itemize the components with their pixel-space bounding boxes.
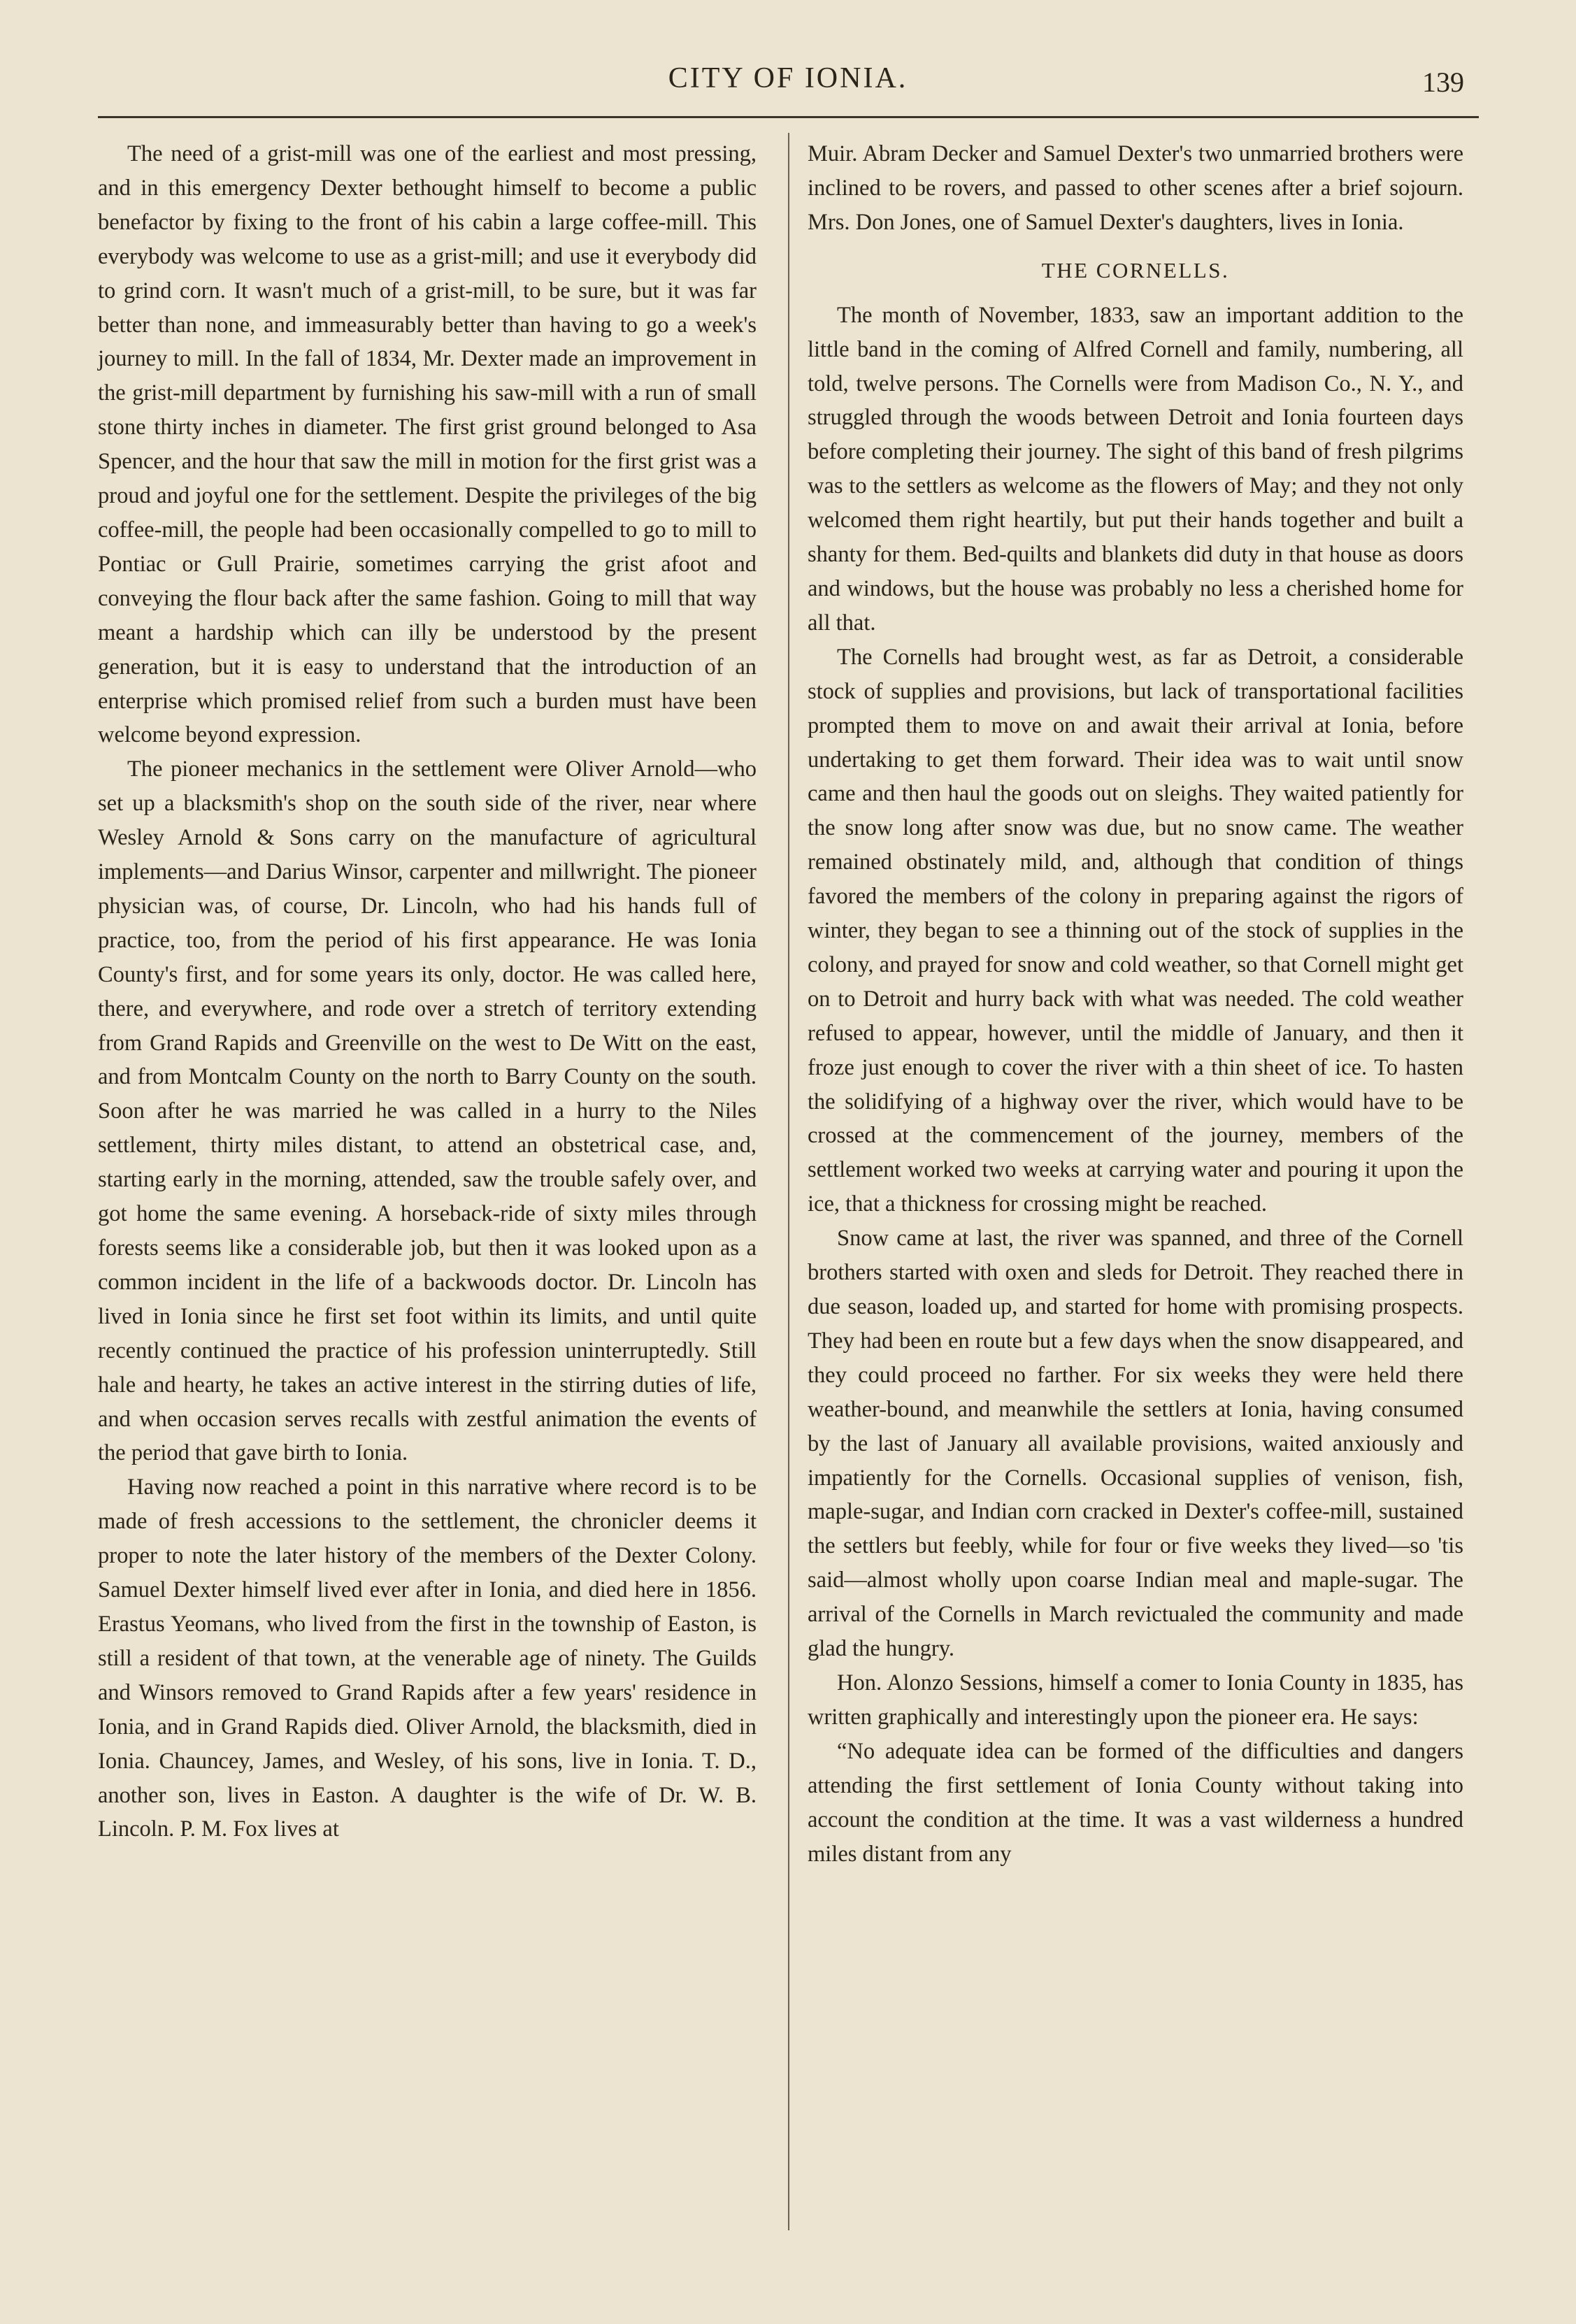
paragraph-quotation: “No adequate idea can be formed of the difficulties and dangers attending the first settlement of Ionia County without taking into account the condition at the time. It was a vast wilderness a hundred miles distant from any — [808, 1738, 1463, 1867]
page-number: 139 — [1422, 66, 1464, 98]
column-divider — [788, 133, 789, 2230]
right-column — [808, 137, 1463, 1871]
paragraph-grist-mill: The need of a grist-mill was one of the earliest and most pressing, and in this emergency Dexter bethought himself to become a public benefactor by fixing to the front of his cabin a large coffee-mill. This everybody was welcome to use as a grist-mill; and use it everybody did to grind corn. It wasn't much of a grist-mill, to be sure, but it was far better than none, and immeasurably better than having to go a week's journey to mill. In the fall of 1834, Mr. Dexter made an improvement in the grist-mill department by furnishing his saw-mill with a run of small stone thirty inches in diameter. The first grist ground belonged to Asa Spencer, and the hour that saw the mill in motion for the first grist was a proud and joyful one for the settlement. Despite the privileges of the big coffee-mill, the people had been occasionally compelled to go to mill to Pontiac or Gull Prairie, sometimes carrying the grist afoot and conveying the flour back after the same fashion. Going to mill that way meant a hardship which can illy be understood by the present generation, but it is easy to understand that the introduction of an enterprise which promised relief from such a burden must have been welcome beyond expression. — [98, 141, 757, 748]
header-rule — [98, 116, 1479, 118]
section-heading: THE CORNELLS. — [1041, 257, 1230, 282]
paragraph-dexter-colony: Having now reached a point in this narrative where record is to be made of fresh accessions to the settlement, the chronicler deems it proper to note the later history of the members of the Dexter Colony. Samuel Dexter himself lived ever after in Ionia, and died here in 1856. Erastus Yeomans, who lived from the first in the township of Easton, is still a resident of that town, at the venerable age of ninety. The Guilds and Winsors removed to Grand Rapids after a few years' residence in Ionia, and in Grand Rapids died. Oliver Arnold, the blacksmith, died in Ionia. Chauncey, James, and Wesley, of his sons, live in Ionia. T. D., another son, lives in Easton. A daughter is the wife of Dr. W. B. Lincoln. P. M. Fox lives at — [98, 1475, 757, 1842]
paragraph-cornells-arrival: The month of November, 1833, saw an important addition to the little band in the coming of Alfred Cornell and family, numbering, all told, twelve persons. The Cornells were from Madison Co., N. Y., and struggled through the woods between Detroit and Ionia fourteen days before completing their journey. The sight of this band of fresh pilgrims was to the settlers as welcome as the flowers of May; and they not only welcomed them right heartily, but put their hands together and built a shanty for them. Bed-quilts and blankets did duty in that house as doors and windows, but the house was probably no less a cherished home for all that. — [808, 302, 1463, 636]
running-head — [0, 62, 1576, 103]
paragraph-continuation: Muir. Abram Decker and Samuel Dexter's two unmarried brothers were inclined to be rovers, and passed to other scenes after a brief sojourn. Mrs. Don Jones, one of Samuel Dexter's daughters, lives in Ionia. — [808, 141, 1463, 235]
running-title: CITY OF IONIA. — [668, 62, 908, 94]
left-column — [98, 137, 757, 1846]
paragraph-sessions: Hon. Alonzo Sessions, himself a comer to Ionia County in 1835, has written graphically and interestingly upon the pioneer era. He says: — [808, 1670, 1463, 1730]
paragraph-snow-came: Snow came at last, the river was spanned, and three of the Cornell brothers started with oxen and sleds for Detroit. They reached there in due season, loaded up, and started for home with promising prospects. They had been en route but a few days when the snow disappeared, and they could proceed no farther. For six weeks they were held there weather-bound, and meanwhile the settlers at Ionia, having consumed by the last of January all available provisions, waited anxiously and impatiently for the Cornells. Occasional supplies of venison, fish, maple-sugar, and Indian corn cracked in Dexter's coffee-mill, sustained the settlers but feebly, while for four or five weeks they lived—so 'tis said—almost wholly upon coarse Indian meal and maple-sugar. The arrival of the Cornells in March revictualed the community and made glad the hungry. — [808, 1226, 1463, 1662]
paragraph-cornells-supplies: The Cornells had brought west, as far as Detroit, a considerable stock of supplies and provisions, but lack of transportational facilities prompted them to move on and await their arrival at Ionia, before undertaking to get them forward. Their idea was to wait until snow came and then haul the goods out on sleighs. They waited patiently for the snow long after snow was due, but no snow came. The weather remained obstinately mild, and, although that condition of things favored the members of the colony in preparing against the rigors of winter, they began to see a thinning out of the stock of supplies in the colony, and prayed for snow and cold weather, so that Cornell might get on to Detroit and hurry back with what was needed. The cold weather refused to appear, however, until the middle of January, and then it froze just enough to cover the river with a thin sheet of ice. To hasten the solidifying of a highway over the river, which would have to be crossed at the commencement of the journey, members of the settlement worked two weeks at carrying water and pouring it upon the ice, that a thickness for crossing might be reached. — [808, 644, 1463, 1217]
paragraph-pioneer-mechanics: The pioneer mechanics in the settlement were Oliver Arnold—who set up a blacksmith's shop on the south side of the river, near where Wesley Arnold & Sons carry on the manufacture of agricultural implements—and Darius Winsor, carpenter and millwright. The pioneer physician was, of course, Dr. Lincoln, who had his hands full of practice, too, from the period of his first appearance. He was Ionia County's first, and for some years its only, doctor. He was called here, there, and everywhere, and rode over a stretch of territory extending from Grand Rapids and Greenville on the west to De Witt on the east, and from Montcalm County on the north to Barry County on the south. Soon after he was married he was called in a hurry to the Niles settlement, thirty miles distant, to attend an obstetrical case, and, starting early in the morning, attended, saw the trouble safely over, and got home the same evening. A horseback-ride of sixty miles through forests seems like a considerable job, but then it was looked upon as a common incident in the life of a backwoods doctor. Dr. Lincoln has lived in Ionia since he first set foot within its limits, and until quite recently continued the practice of his profession uninterruptedly. Still hale and hearty, he takes an active interest in the stirring duties of life, and when occasion serves recalls with zestful animation the events of the period that gave birth to Ionia. — [98, 756, 757, 1466]
